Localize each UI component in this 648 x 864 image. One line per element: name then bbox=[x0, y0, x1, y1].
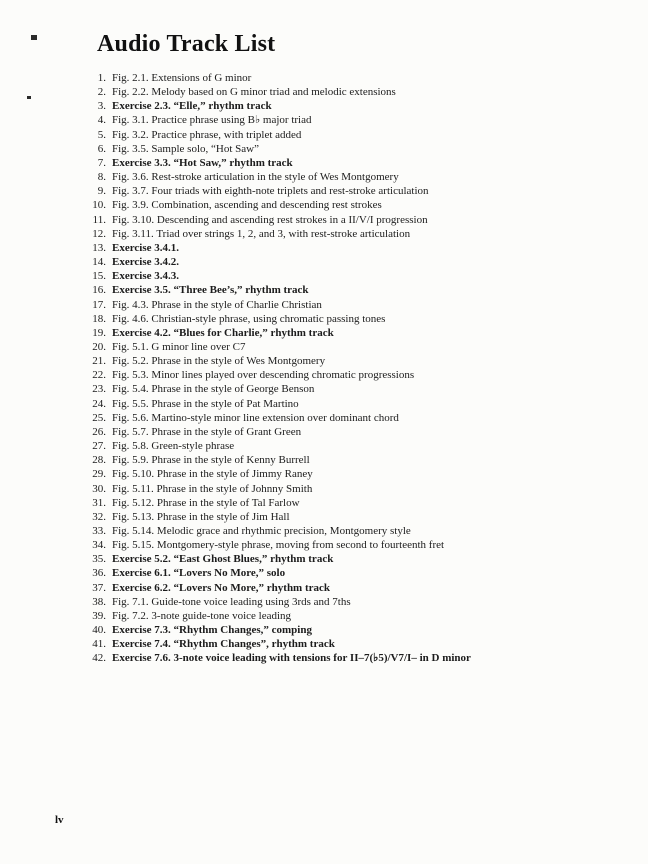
track-item bbox=[78, 609, 608, 623]
track-item bbox=[78, 71, 608, 85]
track-label: Fig. 5.13. Phrase in the style of Jim Hall bbox=[112, 510, 290, 523]
track-label: Fig. 4.3. Phrase in the style of Charlie Christian bbox=[112, 298, 322, 311]
track-label: Exercise 6.1. “Lovers No More,” solo bbox=[112, 567, 286, 580]
track-item bbox=[78, 156, 608, 170]
track-number: 31. bbox=[92, 496, 106, 509]
track-label: Fig. 5.10. Phrase in the style of Jimmy Raney bbox=[112, 468, 313, 481]
track-label: Fig. 5.3. Minor lines played over descending chromatic progressions bbox=[112, 369, 415, 382]
track-number: 37. bbox=[92, 581, 106, 594]
track-item bbox=[78, 637, 608, 651]
track-number: 17. bbox=[92, 298, 106, 311]
track-number: 9. bbox=[97, 185, 106, 198]
track-number: 26. bbox=[92, 425, 106, 438]
track-item bbox=[78, 283, 608, 297]
track-label: Exercise 4.2. “Blues for Charlie,” rhythm track bbox=[112, 326, 334, 339]
track-item bbox=[78, 85, 608, 99]
track-item bbox=[78, 623, 608, 637]
track-number: 23. bbox=[92, 383, 106, 396]
track-item bbox=[78, 425, 608, 439]
track-label: Fig. 5.1. G minor line over C7 bbox=[112, 340, 246, 353]
track-item bbox=[78, 326, 608, 340]
track-label: Fig. 3.5. Sample solo, “Hot Saw” bbox=[112, 142, 259, 155]
track-number: 12. bbox=[92, 227, 106, 240]
track-label: Exercise 3.4.2. bbox=[112, 256, 180, 269]
track-label: Fig. 5.7. Phrase in the style of Grant Green bbox=[112, 425, 302, 438]
track-label: Fig. 3.9. Combination, ascending and descending rest strokes bbox=[112, 199, 382, 212]
track-number: 10. bbox=[92, 199, 106, 212]
track-label: Fig. 7.2. 3-note guide-tone voice leading bbox=[112, 609, 292, 622]
track-number: 3. bbox=[97, 100, 106, 113]
track-item bbox=[78, 227, 608, 241]
track-label: Exercise 6.2. “Lovers No More,” rhythm track bbox=[112, 581, 331, 594]
track-label: Fig. 5.12. Phrase in the style of Tal Farlow bbox=[112, 496, 300, 509]
track-label: Exercise 3.4.3. bbox=[112, 270, 180, 283]
track-label: Fig. 5.5. Phrase in the style of Pat Martino bbox=[112, 397, 299, 410]
track-number: 18. bbox=[92, 312, 106, 325]
track-number: 6. bbox=[97, 142, 106, 155]
track-label: Fig. 7.1. Guide-tone voice leading using 3rds and 7ths bbox=[112, 595, 351, 608]
track-number: 5. bbox=[97, 128, 106, 141]
track-item bbox=[78, 538, 608, 552]
track-label: Exercise 3.3. “Hot Saw,” rhythm track bbox=[112, 156, 293, 169]
track-item bbox=[78, 595, 608, 609]
track-number: 35. bbox=[92, 553, 106, 566]
track-label: Exercise 7.3. “Rhythm Changes,” comping bbox=[112, 624, 312, 637]
track-number: 38. bbox=[92, 595, 106, 608]
track-number: 33. bbox=[92, 525, 106, 537]
track-item bbox=[78, 312, 608, 326]
track-number: 39. bbox=[92, 609, 106, 622]
track-item bbox=[78, 439, 608, 453]
track-number: 19. bbox=[92, 326, 106, 339]
track-label: Fig. 5.4. Phrase in the style of George Benson bbox=[112, 383, 315, 396]
track-item bbox=[78, 581, 608, 595]
track-number: 22. bbox=[92, 369, 106, 382]
track-label: Fig. 5.6. Martino-style minor line extension over dominant chord bbox=[112, 411, 399, 424]
track-number: 32. bbox=[92, 510, 106, 523]
track-item bbox=[78, 269, 608, 283]
track-item bbox=[78, 170, 608, 184]
track-number: 41. bbox=[92, 638, 106, 651]
track-number: 16. bbox=[92, 284, 106, 297]
track-label: Fig. 5.9. Phrase in the style of Kenny Burrell bbox=[112, 454, 310, 467]
track-number: 40. bbox=[92, 624, 106, 637]
track-item bbox=[78, 411, 608, 425]
track-number: 20. bbox=[92, 340, 106, 353]
track-label: Fig. 5.8. Green-style phrase bbox=[112, 440, 235, 453]
track-label: Fig. 2.1. Extensions of G minor bbox=[112, 72, 252, 84]
track-list bbox=[78, 71, 608, 666]
track-label: Fig. 2.2. Melody based on G minor triad and melodic extensions bbox=[112, 86, 396, 99]
track-number: 15. bbox=[92, 270, 106, 283]
track-label: Fig. 5.15. Montgomery-style phrase, moving from second to fourteenth fret bbox=[112, 539, 445, 552]
track-label: Exercise 3.5. “Three Bee’s,” rhythm track bbox=[112, 284, 309, 297]
track-label: Exercise 2.3. “Elle,” rhythm track bbox=[112, 100, 272, 113]
track-item bbox=[78, 354, 608, 368]
track-label: Fig. 3.7. Four triads with eighth-note triplets and rest-stroke articulation bbox=[112, 185, 429, 198]
track-item bbox=[78, 453, 608, 467]
track-item bbox=[78, 552, 608, 566]
track-number: 1. bbox=[97, 72, 106, 84]
track-number: 13. bbox=[92, 241, 106, 254]
track-item bbox=[78, 510, 608, 524]
track-item bbox=[78, 113, 608, 127]
track-label: Fig. 3.10. Descending and ascending rest strokes in a II/V/I progression bbox=[112, 213, 428, 226]
track-number: 11. bbox=[92, 213, 106, 226]
track-label: Fig. 5.2. Phrase in the style of Wes Montgomery bbox=[112, 355, 326, 368]
scan-artifact bbox=[31, 35, 37, 40]
track-item bbox=[78, 298, 608, 312]
track-number: 2. bbox=[97, 86, 106, 99]
track-item bbox=[78, 651, 608, 665]
track-label: Fig. 3.2. Practice phrase, with triplet added bbox=[112, 128, 302, 141]
track-number: 7. bbox=[97, 156, 106, 169]
track-label: Fig. 5.14. Melodic grace and rhythmic precision, Montgomery style bbox=[112, 525, 411, 537]
track-item bbox=[78, 524, 608, 538]
scan-artifact bbox=[27, 96, 31, 99]
track-number: 27. bbox=[92, 440, 106, 453]
track-number: 36. bbox=[92, 567, 106, 580]
track-item bbox=[78, 397, 608, 411]
page-title: Audio Track List bbox=[97, 31, 276, 57]
track-item bbox=[78, 142, 608, 156]
track-label: Exercise 3.4.1. bbox=[112, 241, 180, 254]
track-number: 42. bbox=[92, 652, 106, 665]
track-item bbox=[78, 482, 608, 496]
track-item bbox=[78, 198, 608, 212]
track-number: 21. bbox=[92, 355, 106, 368]
track-label: Fig. 5.11. Phrase in the style of Johnny Smith bbox=[112, 482, 313, 495]
track-number: 4. bbox=[97, 114, 106, 127]
track-number: 30. bbox=[92, 482, 106, 495]
track-item bbox=[78, 496, 608, 510]
track-label: Fig. 4.6. Christian-style phrase, using chromatic passing tones bbox=[112, 312, 386, 325]
track-item bbox=[78, 340, 608, 354]
track-label: Exercise 7.4. “Rhythm Changes”, rhythm track bbox=[112, 638, 335, 651]
track-item bbox=[78, 255, 608, 269]
track-number: 25. bbox=[92, 411, 106, 424]
track-item bbox=[78, 213, 608, 227]
track-item bbox=[78, 382, 608, 396]
track-label: Exercise 5.2. “East Ghost Blues,” rhythm track bbox=[112, 553, 334, 566]
track-item bbox=[78, 467, 608, 481]
track-label: Fig. 3.6. Rest-stroke articulation in the style of Wes Montgomery bbox=[112, 171, 399, 184]
track-number: 24. bbox=[92, 397, 106, 410]
track-number: 8. bbox=[97, 171, 106, 184]
track-item bbox=[78, 566, 608, 580]
track-item bbox=[78, 184, 608, 198]
track-item bbox=[78, 128, 608, 142]
track-item bbox=[78, 368, 608, 382]
page-number: lv bbox=[55, 814, 64, 826]
track-label: Fig. 3.1. Practice phrase using B♭ major triad bbox=[112, 114, 312, 127]
track-number: 28. bbox=[92, 454, 106, 467]
track-label: Fig. 3.11. Triad over strings 1, 2, and 3, with rest-stroke articulation bbox=[112, 227, 411, 240]
track-number: 14. bbox=[92, 256, 106, 269]
track-item bbox=[78, 241, 608, 255]
track-item bbox=[78, 99, 608, 113]
track-label: Exercise 7.6. 3-note voice leading with tensions for II–7(♭5)/V7/I– in D minor bbox=[112, 652, 471, 665]
track-number: 34. bbox=[92, 539, 106, 552]
track-number: 29. bbox=[92, 468, 106, 481]
